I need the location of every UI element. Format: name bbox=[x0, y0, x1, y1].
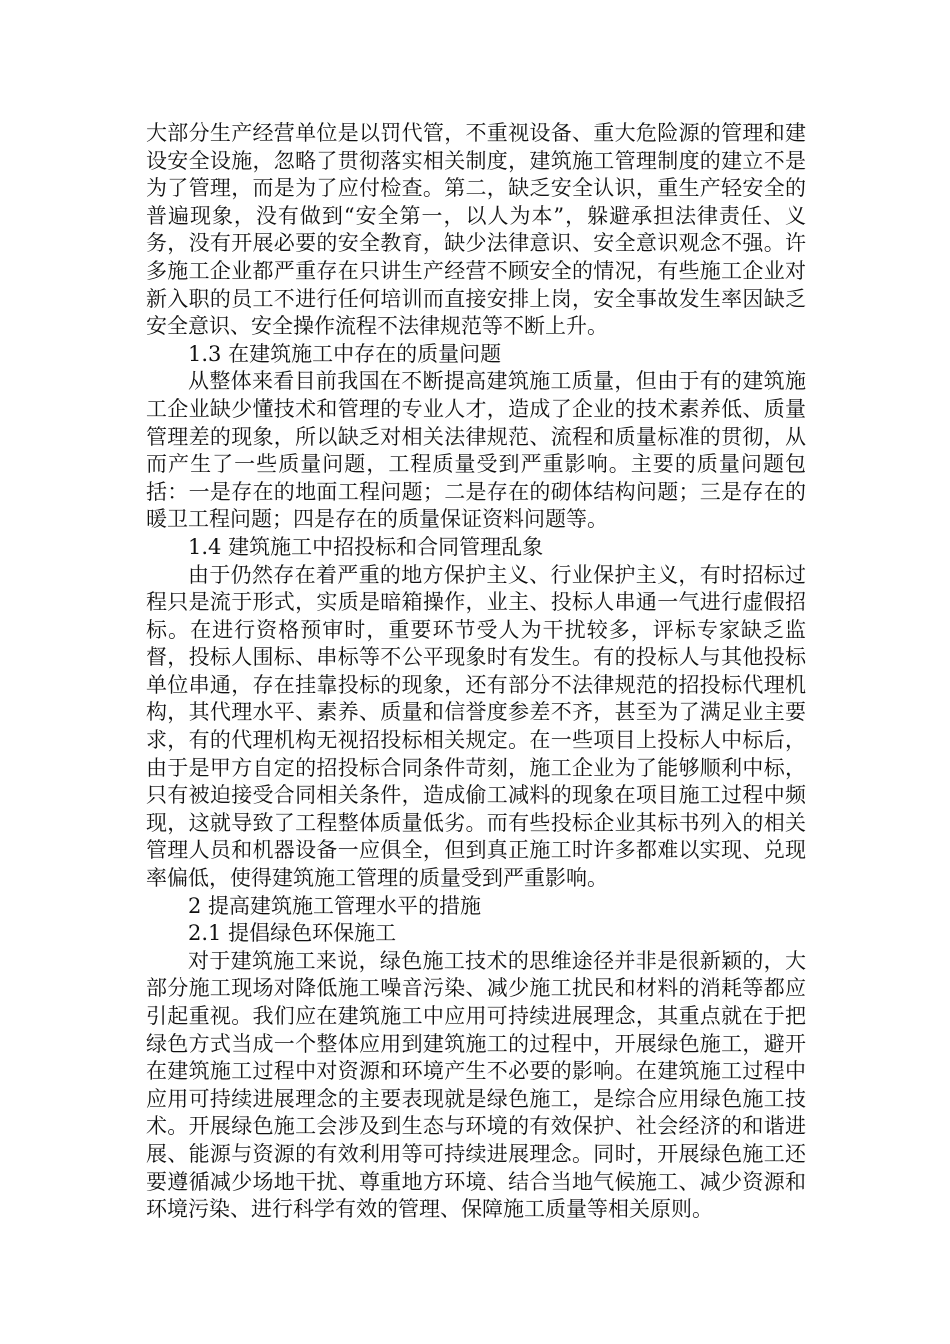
section-heading-1-4: 1.4 建筑施工中招投标和合同管理乱象 bbox=[188, 534, 544, 559]
document-page bbox=[146, 120, 806, 1224]
section-heading-1-3: 1.3 在建筑施工中存在的质量问题 bbox=[188, 341, 502, 366]
section-heading-2-1: 2.1 提倡绿色环保施工 bbox=[188, 921, 397, 946]
paragraph-bidding-issues: 由于仍然存在着严重的地方保护主义、行业保护主义，有时招标过程只是流于形式，实质是暗箱操作，业主、投标人串通一气进行虚假招标。在进行资格预审时，重要环节受人为干扰较多，评标专家缺乏监督，投标人围标、串标等不公平现象时有发生。有的投标人与其他投标单位串通，存在挂靠投标的现象，还有部分不法律规范的招投标代理机构，其代理水平、素养、质量和信誉度参差不齐，甚至为了满足业主要求，有的代理机构无视招投标相关规定。在一些项目上投标人中标后，由于是甲方自定的招投标合同条件苛刻，施工企业为了能够顺利中标，只有被迫接受合同相关条件，造成偷工减料的现象在项目施工过程中频现，这就导致了工程整体质量低劣。而有些投标企业其标书列入的相关管理人员和机器设备一应俱全，但到真正施工时许多都难以实现、兑现率偏低，使得建筑施工管理的质量受到严重影响。 bbox=[146, 562, 806, 891]
section-heading-2: 2 提高建筑施工管理水平的措施 bbox=[188, 893, 482, 918]
paragraph-green-construction: 对于建筑施工来说，绿色施工技术的思维途径并非是很新颖的，大部分施工现场对降低施工噪音污染、减少施工扰民和材料的消耗等都应引起重视。我们应在建筑施工中应用可持续进展理念，其重点就在于把绿色方式当成一个整体应用到建筑施工的过程中，开展绿色施工，避开在建筑施工过程中对资源和环境产生不必要的影响。在建筑施工过程中应用可持续进展理念的主要表现就是绿色施工，是综合应用绿色施工技术。开展绿色施工会涉及到生态与环境的有效保护、社会经济的和谐进展、能源与资源的有效利用等可持续进展理念。同时，开展绿色施工还要遵循减少场地干扰、尊重地方环境、结合当地气候施工、减少资源和环境污染、进行科学有效的管理、保障施工质量等相关原则。 bbox=[146, 948, 806, 1222]
paragraph-quality-issues: 从整体来看目前我国在不断提高建筑施工质量，但由于有的建筑施工企业缺少懂技术和管理的专业人才，造成了企业的技术素养低、质量管理差的现象，所以缺乏对相关法律规范、流程和质量标准的贯彻，从而产生了一些质量问题，工程质量受到严重影响。主要的质量问题包括：一是存在的地面工程问题；二是存在的砌体结构问题；三是存在的暖卫工程问题；四是存在的质量保证资料问题等。 bbox=[146, 369, 806, 532]
paragraph-safety-awareness: 大部分生产经营单位是以罚代管，不重视设备、重大危险源的管理和建设安全设施，忽略了贯彻落实相关制度，建筑施工管理制度的建立不是为了管理，而是为了应付检查。第二，缺乏安全认识，重生产轻安全的普遍现象，没有做到“安全第一，以人为本”，躲避承担法律责任、义务，没有开展必要的安全教育，缺少法律意识、安全意识观念不强。许多施工企业都严重存在只讲生产经营不顾安全的情况，有些施工企业对新入职的员工不进行任何培训而直接安排上岗，安全事故发生率因缺乏安全意识、安全操作流程不法律规范等不断上升。 bbox=[146, 121, 806, 339]
